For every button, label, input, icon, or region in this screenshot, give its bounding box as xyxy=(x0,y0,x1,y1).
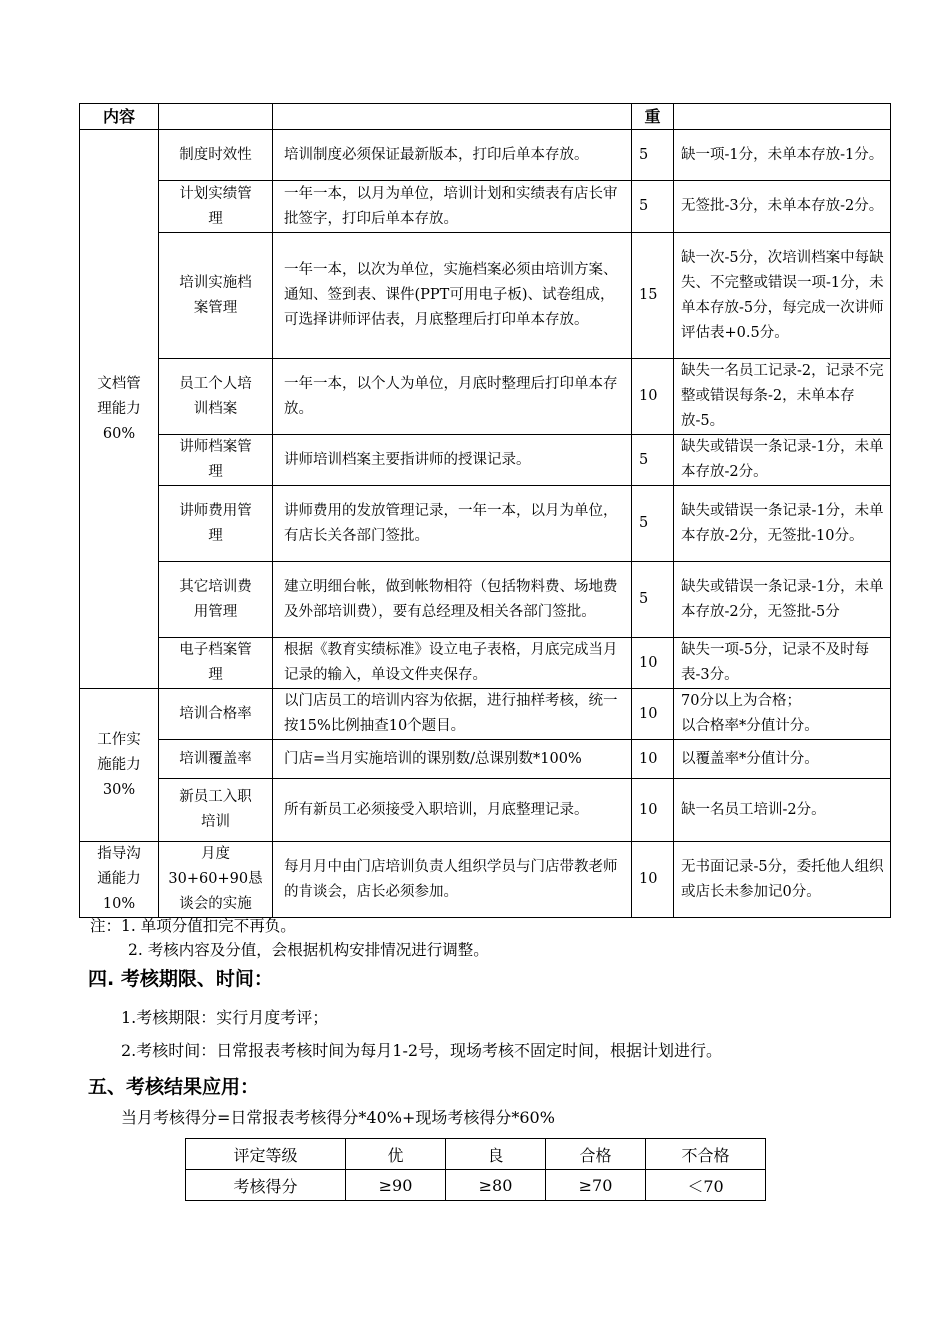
rule-cell: 缺失一名员工记录-2，记录不完整或错误每条-2，未单本存放-5。 xyxy=(674,359,891,435)
rule-cell: 缺失或错误一条记录-1分，未单本存放-2分。 xyxy=(674,435,891,486)
standard-cell: 所有新员工必须接受入职培训，月底整理记录。 xyxy=(273,779,632,842)
standard-cell: 以门店员工的培训内容为依据，进行抽样考核，统一按15%比例抽查10个题目。 xyxy=(273,689,632,740)
weight-cell: 5 xyxy=(632,435,674,486)
item-cell: 培训合格率 xyxy=(159,689,273,740)
weight-cell: 5 xyxy=(632,562,674,638)
table-row xyxy=(80,638,891,689)
weight-cell: 15 xyxy=(632,233,674,359)
rule-cell: 无签批-3分，未单本存放-2分。 xyxy=(674,181,891,233)
table-row xyxy=(80,233,891,359)
table-row xyxy=(80,562,891,638)
table-row xyxy=(80,740,891,779)
grade-header-cell: 合格 xyxy=(546,1139,646,1170)
rule-cell: 缺一次-5分，次培训档案中每缺失、不完整或错误一项-1分，未单本存放-5分，每完成一次讲师评估表+0.5分。 xyxy=(674,233,891,359)
header-content: 内容 xyxy=(80,104,159,130)
table-header-row xyxy=(80,104,891,130)
weight-cell: 5 xyxy=(632,181,674,233)
item-cell: 讲师档案管 理 xyxy=(159,435,273,486)
header-blank-2 xyxy=(273,104,632,130)
section-5-title: 五、考核结果应用： xyxy=(88,1076,260,1098)
header-weight: 重 xyxy=(632,104,674,130)
item-cell: 新员工入职 培训 xyxy=(159,779,273,842)
table-row xyxy=(80,435,891,486)
section-4-item-1: 1.考核期限：实行月度考评； xyxy=(121,1008,329,1027)
standard-cell: 建立明细台帐，做到帐物相符（包括物料费、场地费及外部培训费），要有总经理及相关各部门签批。 xyxy=(273,562,632,638)
grade-header-cell: 良 xyxy=(446,1139,546,1170)
item-cell: 培训覆盖率 xyxy=(159,740,273,779)
weight-cell: 10 xyxy=(632,359,674,435)
standard-cell: 每月月中由门店培训负责人组织学员与门店带教老师的肯谈会，店长必须参加。 xyxy=(273,842,632,918)
standard-cell: 培训制度必须保证最新版本，打印后单本存放。 xyxy=(273,130,632,181)
grade-score-cell: ＜70 xyxy=(646,1170,766,1201)
item-cell: 月度 30+60+90恳 谈会的实施 xyxy=(159,842,273,918)
grade-score-cell: ≥70 xyxy=(546,1170,646,1201)
header-blank-1 xyxy=(159,104,273,130)
score-formula: 当月考核得分=日常报表考核得分*40%+现场考核得分*60% xyxy=(121,1108,555,1127)
grade-header-cell: 优 xyxy=(346,1139,446,1170)
table-row xyxy=(80,842,891,918)
item-cell: 计划实绩管 理 xyxy=(159,181,273,233)
weight-cell: 10 xyxy=(632,689,674,740)
weight-cell: 5 xyxy=(632,130,674,181)
category-cell: 文档管 理能力 60% xyxy=(80,130,159,689)
standard-cell: 门店=当月实施培训的课别数/总课别数*100% xyxy=(273,740,632,779)
table-row xyxy=(80,779,891,842)
evaluation-table xyxy=(79,103,891,918)
item-cell: 其它培训费 用管理 xyxy=(159,562,273,638)
grade-header-cell: 不合格 xyxy=(646,1139,766,1170)
section-4-title: 四. 考核期限、时间： xyxy=(88,968,273,990)
grade-table xyxy=(185,1138,766,1201)
weight-cell: 10 xyxy=(632,779,674,842)
note-line-2: 2. 考核内容及分值，会根据机构安排情况进行调整。 xyxy=(128,941,489,959)
category-cell: 工作实 施能力 30% xyxy=(80,689,159,842)
rule-cell: 缺失或错误一条记录-1分，未单本存放-2分，无签批-5分 xyxy=(674,562,891,638)
rule-cell: 缺一名员工培训-2分。 xyxy=(674,779,891,842)
grade-score-cell: ≥90 xyxy=(346,1170,446,1201)
table-row xyxy=(80,359,891,435)
standard-cell: 一年一本，以次为单位，实施档案必须由培训方案、通知、签到表、课件(PPT可用电子板)、试卷组成，可选择讲师评估表，月底整理后打印单本存放。 xyxy=(273,233,632,359)
item-cell: 培训实施档 案管理 xyxy=(159,233,273,359)
standard-cell: 讲师费用的发放管理记录，一年一本，以月为单位，有店长关各部门签批。 xyxy=(273,486,632,562)
table-row xyxy=(80,486,891,562)
item-cell: 员工个人培 训档案 xyxy=(159,359,273,435)
table-row xyxy=(80,689,891,740)
weight-cell: 5 xyxy=(632,486,674,562)
rule-cell: 以覆盖率*分值计分。 xyxy=(674,740,891,779)
notes xyxy=(90,914,489,962)
rule-cell: 缺失一项-5分，记录不及时每表-3分。 xyxy=(674,638,891,689)
grade-score-row xyxy=(186,1170,766,1201)
table-row xyxy=(80,130,891,181)
header-blank-3 xyxy=(674,104,891,130)
note-line-1: 注：1. 单项分值扣完不再负。 xyxy=(90,917,296,935)
weight-cell: 10 xyxy=(632,842,674,918)
item-cell: 制度时效性 xyxy=(159,130,273,181)
item-cell: 电子档案管 理 xyxy=(159,638,273,689)
grade-header-row xyxy=(186,1139,766,1170)
rule-cell: 无书面记录-5分，委托他人组织或店长未参加记0分。 xyxy=(674,842,891,918)
grade-score-cell: 考核得分 xyxy=(186,1170,346,1201)
rule-cell: 缺失或错误一条记录-1分，未单本存放-2分，无签批-10分。 xyxy=(674,486,891,562)
standard-cell: 一年一本，以月为单位，培训计划和实绩表有店长审批签字，打印后单本存放。 xyxy=(273,181,632,233)
grade-score-cell: ≥80 xyxy=(446,1170,546,1201)
rule-cell: 70分以上为合格； 以合格率*分值计分。 xyxy=(674,689,891,740)
item-cell: 讲师费用管 理 xyxy=(159,486,273,562)
standard-cell: 根据《教育实绩标准》设立电子表格，月底完成当月记录的输入，单设文件夹保存。 xyxy=(273,638,632,689)
section-4-item-2: 2.考核时间：日常报表考核时间为每月1-2号，现场考核不固定时间，根据计划进行。 xyxy=(121,1041,723,1060)
standard-cell: 讲师培训档案主要指讲师的授课记录。 xyxy=(273,435,632,486)
standard-cell: 一年一本，以个人为单位，月底时整理后打印单本存放。 xyxy=(273,359,632,435)
rule-cell: 缺一项-1分，未单本存放-1分。 xyxy=(674,130,891,181)
weight-cell: 10 xyxy=(632,740,674,779)
grade-header-cell: 评定等级 xyxy=(186,1139,346,1170)
table-row xyxy=(80,181,891,233)
category-cell: 指导沟 通能力 10% xyxy=(80,842,159,918)
weight-cell: 10 xyxy=(632,638,674,689)
